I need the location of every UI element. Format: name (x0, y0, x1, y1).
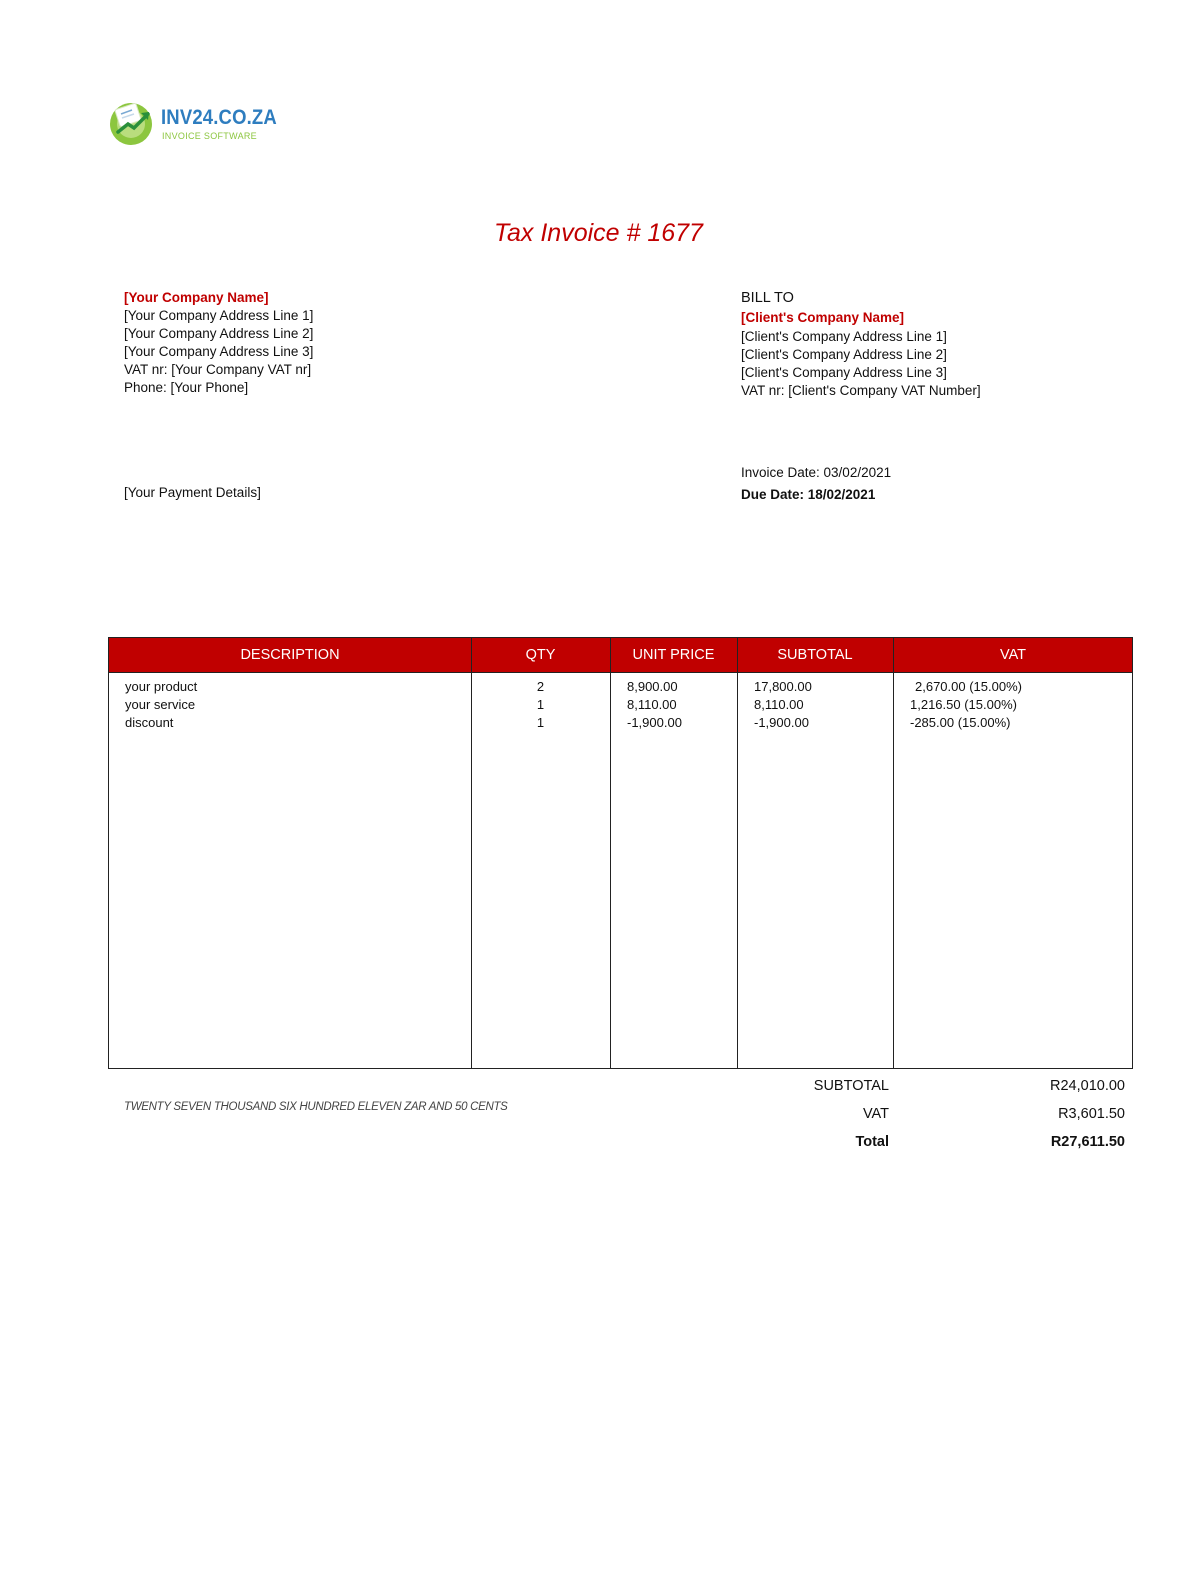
company-address-line: [Your Company Address Line 3] (124, 344, 314, 359)
subtotal-label: SUBTOTAL (813, 1078, 889, 1094)
company-name: [Your Company Name] (124, 290, 269, 305)
grand-total-value: R27,611.50 (1050, 1134, 1125, 1150)
company-vat: VAT nr: [Your Company VAT nr] (124, 362, 312, 377)
header-vat: VAT (999, 647, 1027, 663)
table-cell-qty: 1 (536, 715, 545, 730)
table-cell-vat: -285.00 (15.00%) (910, 715, 1011, 730)
vat-total-value: R3,601.50 (1058, 1106, 1125, 1122)
table-cell-unit-price: 8,900.00 (627, 679, 678, 694)
subtotal-value: R24,010.00 (1050, 1078, 1125, 1094)
table-cell-qty: 1 (536, 697, 545, 712)
table-cell-description: your product (125, 679, 198, 694)
header-unit-price: UNIT PRICE (632, 647, 715, 663)
table-cell-subtotal: 8,110.00 (754, 697, 804, 712)
table-cell-description: discount (125, 715, 174, 730)
brand-tagline: INVOICE SOFTWARE (162, 131, 257, 141)
company-address-line: [Your Company Address Line 1] (124, 308, 314, 323)
dates-block (741, 462, 891, 506)
bill-to-heading: BILL TO (741, 290, 794, 306)
grand-total-label: Total (855, 1134, 889, 1150)
invoice-date: Invoice Date: 03/02/2021 (741, 465, 892, 480)
bill-to-block (741, 289, 981, 400)
table-cell-unit-price: -1,900.00 (627, 715, 682, 730)
payment-details: [Your Payment Details] (124, 485, 261, 500)
brand-name: INV24.CO.ZA (161, 106, 277, 129)
vat-total-label: VAT (862, 1106, 889, 1122)
header-subtotal: SUBTOTAL (777, 647, 853, 663)
table-cell-subtotal: -1,900.00 (754, 715, 809, 730)
header-qty: QTY (525, 647, 556, 663)
client-address-line: [Client's Company Address Line 2] (741, 347, 947, 362)
table-cell-qty: 2 (536, 679, 545, 694)
table-cell-vat: 2,670.00 (15.00%) (915, 679, 1022, 694)
company-block (124, 289, 313, 397)
company-address-line: [Your Company Address Line 2] (124, 326, 314, 341)
amount-in-words: TWENTY SEVEN THOUSAND SIX HUNDRED ELEVEN ZAR AND 50 CENTS (124, 1101, 508, 1113)
table-cell-description: your service (125, 697, 196, 712)
logo-icon (108, 100, 158, 146)
header-description: DESCRIPTION (240, 647, 340, 663)
due-date: Due Date: 18/02/2021 (741, 487, 876, 502)
client-address-line: [Client's Company Address Line 1] (741, 329, 947, 344)
company-phone: Phone: [Your Phone] (124, 380, 249, 395)
client-name: [Client's Company Name] (741, 310, 904, 325)
items-table (108, 637, 1133, 1069)
client-address-line: [Client's Company Address Line 3] (741, 365, 947, 380)
table-cell-vat: 1,216.50 (15.00%) (910, 697, 1017, 712)
table-cell-subtotal: 17,800.00 (754, 679, 812, 694)
table-cell-unit-price: 8,110.00 (627, 697, 677, 712)
client-vat: VAT nr: [Client's Company VAT Number] (741, 383, 981, 398)
invoice-title: Tax Invoice # 1677 (494, 219, 703, 247)
